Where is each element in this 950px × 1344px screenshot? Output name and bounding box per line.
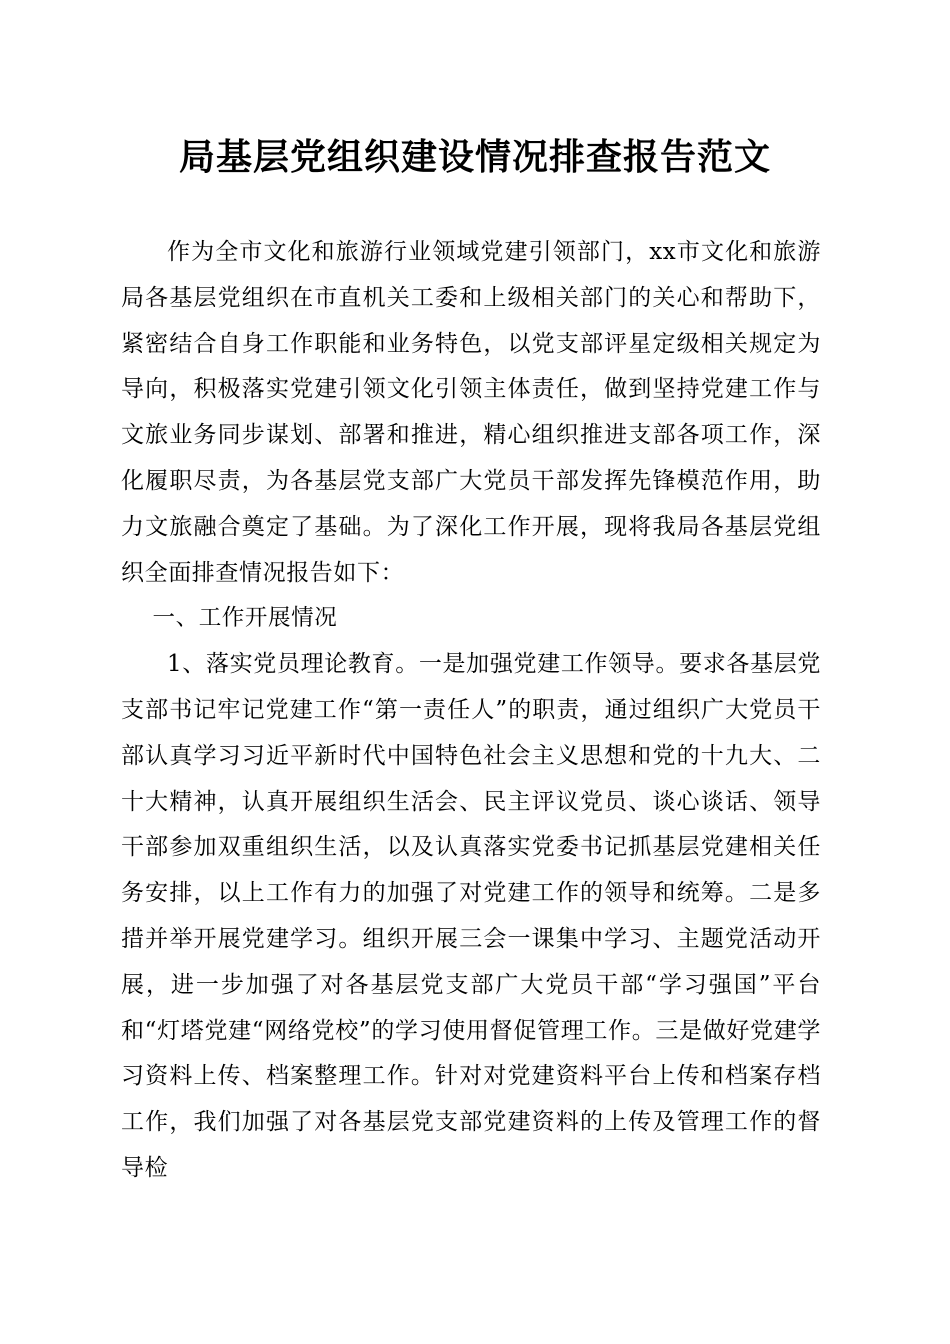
- intro-paragraph: 作为全市文化和旅游行业领域党建引领部门，xx市文化和旅游局各基层党组织在市直机关工委和上级相关部门的关心和帮助下，紧密结合自身工作职能和业务特色，以党支部评星定级相关规定为导向，积极落实党建引领文化引领主体责任，做到坚持党建工作与文旅业务同步谋划、部署和推进，精心组织推进支部各项工作，深化履职尽责，为各基层党支部广大党员干部发挥先锋模范作用，助力文旅融合奠定了基础。为了深化工作开展，现将我局各基层党组织全面排查情况报告如下：: [121, 239, 821, 586]
- section-heading: 一、工作开展情况: [152, 605, 338, 632]
- document-title: 局基层党组织建设情况排查报告范文: [178, 136, 771, 178]
- section-paragraph: 1、落实党员理论教育。一是加强党建工作领导。要求各基层党支部书记牢记党建工作“第一责任人”的职责，通过组织广大党员干部认真学习习近平新时代中国特色社会主义思想和党的十九大、二十大精神，认真开展组织生活会、民主评议党员、谈心谈话、领导干部参加双重组织生活，以及认真落实党委书记抓基层党建相关任务安排，以上工作有力的加强了对党建工作的领导和统筹。二是多措并举开展党建学习。组织开展三会一课集中学习、主题党活动开展，进一步加强了对各基层党支部广大党员干部“学习强国”平台和“灯塔党建“网络党校”的学习使用督促管理工作。三是做好党建学习资料上传、档案整理工作。针对对党建资料平台上传和档案存档工作，我们加强了对各基层党支部党建资料的上传及管理工作的督导检: [121, 651, 821, 1181]
- document-body: [121, 230, 821, 1192]
